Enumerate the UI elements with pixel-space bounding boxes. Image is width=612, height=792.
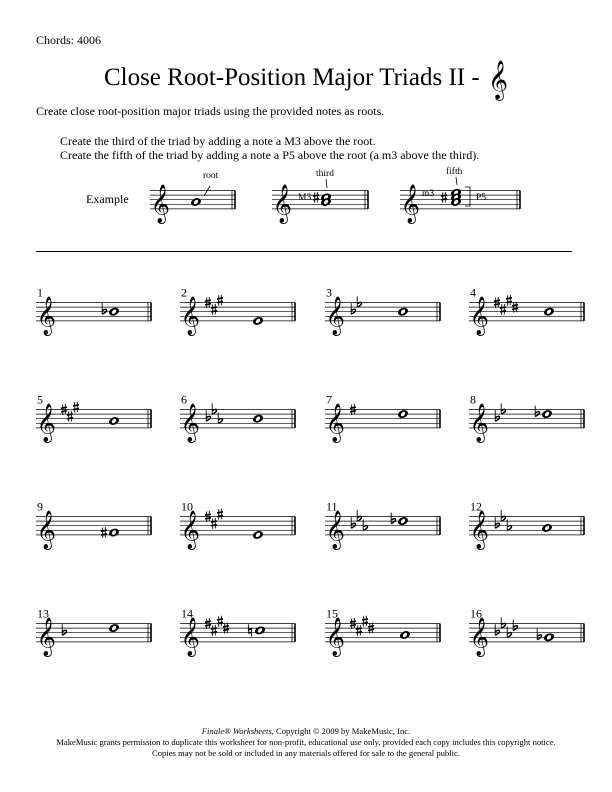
key-flat-icon (495, 410, 499, 421)
exercise-staff (180, 618, 295, 657)
root-note (108, 527, 120, 538)
exercise-1 (36, 286, 151, 337)
copyright-footer (0, 726, 612, 759)
exercise-staff (469, 618, 584, 657)
note-sharp-icon (101, 527, 107, 538)
exercise-15 (325, 607, 440, 658)
treble-clef-icon: 𝄞 (325, 619, 346, 656)
exercise-staff (325, 618, 440, 657)
exercise-staff (180, 511, 295, 550)
treble-clef-icon: 𝄞 (469, 512, 490, 549)
exercise-3 (325, 286, 440, 337)
key-flat-icon (501, 617, 505, 628)
root-note (543, 306, 555, 317)
treble-clef-icon: 𝄞 (325, 405, 346, 442)
root-note (108, 306, 120, 317)
exercise-staff (469, 297, 584, 336)
example-root-label: root (203, 171, 219, 181)
treble-clef-icon: 𝄞 (180, 512, 201, 549)
example-label: Example (86, 192, 129, 206)
treble-clef-icon: 𝄞 (469, 619, 490, 656)
exercise-number: 13 (37, 606, 49, 621)
exercise-14 (180, 607, 295, 658)
root-note (252, 316, 264, 327)
instruction-intro: Create close root-position major triads using the provided notes as roots. (36, 104, 385, 118)
key-sharp-icon (211, 625, 217, 636)
example-third-label: third (316, 169, 334, 179)
key-sharp-icon (500, 304, 506, 315)
footer-brand: Finale® Worksheets (201, 726, 272, 736)
key-flat-icon (357, 510, 361, 521)
root-note (541, 409, 553, 420)
exercise-staff (36, 618, 151, 657)
exercise-11 (325, 500, 440, 551)
treble-clef-icon: 𝄞 (272, 186, 293, 223)
treble-clef-icon: 𝄞 (150, 186, 171, 223)
exercise-number: 10 (181, 499, 193, 514)
exercise-staff (325, 404, 440, 443)
treble-clef-icon: 𝄞 (469, 405, 490, 442)
key-flat-icon (501, 510, 505, 521)
treble-clef-icon: 𝄞 (36, 619, 57, 656)
exercise-5 (36, 393, 151, 444)
exercise-8 (469, 393, 584, 444)
example-m3-label: M3 (298, 193, 312, 203)
exercise-staff (180, 404, 295, 443)
exercise-number: 16 (470, 606, 482, 621)
root-note (397, 306, 409, 317)
treble-clef-icon: 𝄞 (487, 62, 509, 99)
note-natural-icon (248, 624, 251, 636)
exercise-16 (469, 607, 584, 658)
exercise-staff (469, 404, 584, 443)
instruction-step-fifth: Create the fifth of the triad by adding a note a P5 above the root (a m3 above the third). (60, 148, 480, 162)
example-minor-third-label: m3 (422, 189, 435, 199)
root-note (541, 523, 553, 534)
key-flat-icon (62, 624, 66, 635)
example-p5-label: P5 (476, 193, 487, 203)
key-flat-icon (351, 517, 355, 528)
exercise-number: 7 (326, 392, 332, 407)
footer-copyright: , Copyright © 2009 by MakeMusic, Inc. (271, 726, 411, 736)
exercise-staff (36, 511, 151, 550)
key-sharp-icon (506, 295, 512, 306)
treble-clef-icon: 𝄞 (36, 512, 57, 549)
treble-clef-icon: 𝄞 (180, 619, 201, 656)
key-flat-icon (495, 624, 499, 635)
root-note (397, 516, 409, 527)
exercise-number: 2 (181, 285, 187, 300)
exercise-number: 4 (470, 285, 476, 300)
key-sharp-icon (217, 616, 223, 627)
key-flat-icon (206, 410, 210, 421)
exercise-12 (469, 500, 584, 551)
treble-clef-icon: 𝄞 (180, 405, 201, 442)
key-flat-icon (212, 403, 216, 414)
key-flat-icon (351, 303, 355, 314)
key-sharp-icon (67, 411, 73, 422)
root-note (108, 623, 120, 634)
exercise-staff (469, 511, 584, 550)
key-sharp-icon (211, 518, 217, 529)
exercise-number: 6 (181, 392, 187, 407)
root-note (252, 413, 264, 424)
treble-clef-icon: 𝄞 (180, 298, 201, 335)
note-flat-icon (102, 303, 106, 314)
treble-clef-icon: 𝄞 (36, 405, 57, 442)
example-fifth-label: fifth (446, 167, 463, 177)
root-note (397, 409, 409, 420)
exercise-number: 12 (470, 499, 482, 514)
exercise-2 (180, 286, 295, 337)
footer-line-3: Copies may not be sold or included in any materials offered for sale to the general public. (152, 748, 460, 758)
treble-clef-icon: 𝄞 (325, 512, 346, 549)
key-flat-icon (495, 517, 499, 528)
document-id: Chords: 4006 (36, 33, 102, 47)
exercise-staff (36, 297, 151, 336)
note-flat-icon (391, 513, 395, 524)
exercise-number: 15 (326, 606, 338, 621)
root-note (108, 416, 120, 427)
root-note (252, 530, 264, 541)
key-flat-icon (501, 403, 505, 414)
exercise-number: 5 (37, 392, 43, 407)
treble-clef-icon: 𝄞 (469, 298, 490, 335)
exercise-number: 14 (181, 606, 193, 621)
exercise-number: 1 (37, 285, 43, 300)
footer-line-2: MakeMusic grants permission to duplicate this worksheet for non-profit, educational use only, provided each copy includes this copyright notice. (56, 737, 556, 747)
exercise-9 (36, 500, 151, 551)
key-sharp-icon (362, 616, 368, 627)
exercise-number: 11 (326, 499, 338, 514)
page-title-text: Close Root-Position Major Triads II - (103, 64, 480, 91)
key-flat-icon (357, 296, 361, 307)
treble-clef-icon: 𝄞 (400, 186, 421, 223)
exercise-number: 9 (37, 499, 43, 514)
treble-clef-icon: 𝄞 (325, 298, 346, 335)
exercise-number: 3 (326, 285, 332, 300)
key-sharp-icon (217, 295, 223, 306)
root-note (254, 625, 266, 636)
exercise-staff (325, 297, 440, 336)
exercise-6 (180, 393, 295, 444)
key-flat-icon (513, 620, 517, 631)
exercise-staff (180, 297, 295, 336)
exercise-4 (469, 286, 584, 337)
root-note (543, 632, 555, 643)
exercise-staff (325, 511, 440, 550)
treble-clef-icon: 𝄞 (36, 298, 57, 335)
note-flat-icon (537, 629, 541, 640)
note-flat-icon (535, 406, 539, 417)
exercise-13 (36, 607, 151, 658)
key-sharp-icon (211, 304, 217, 315)
key-sharp-icon (217, 509, 223, 520)
exercise-number: 8 (470, 392, 476, 407)
key-sharp-icon (73, 402, 79, 413)
instruction-step-third: Create the third of the triad by adding a note a M3 above the root. (60, 134, 376, 148)
exercise-10 (180, 500, 295, 551)
key-sharp-icon (356, 625, 362, 636)
footer-line-1 (0, 726, 612, 737)
exercise-staff (36, 404, 151, 443)
root-note (399, 630, 411, 641)
exercise-7 (325, 393, 440, 444)
